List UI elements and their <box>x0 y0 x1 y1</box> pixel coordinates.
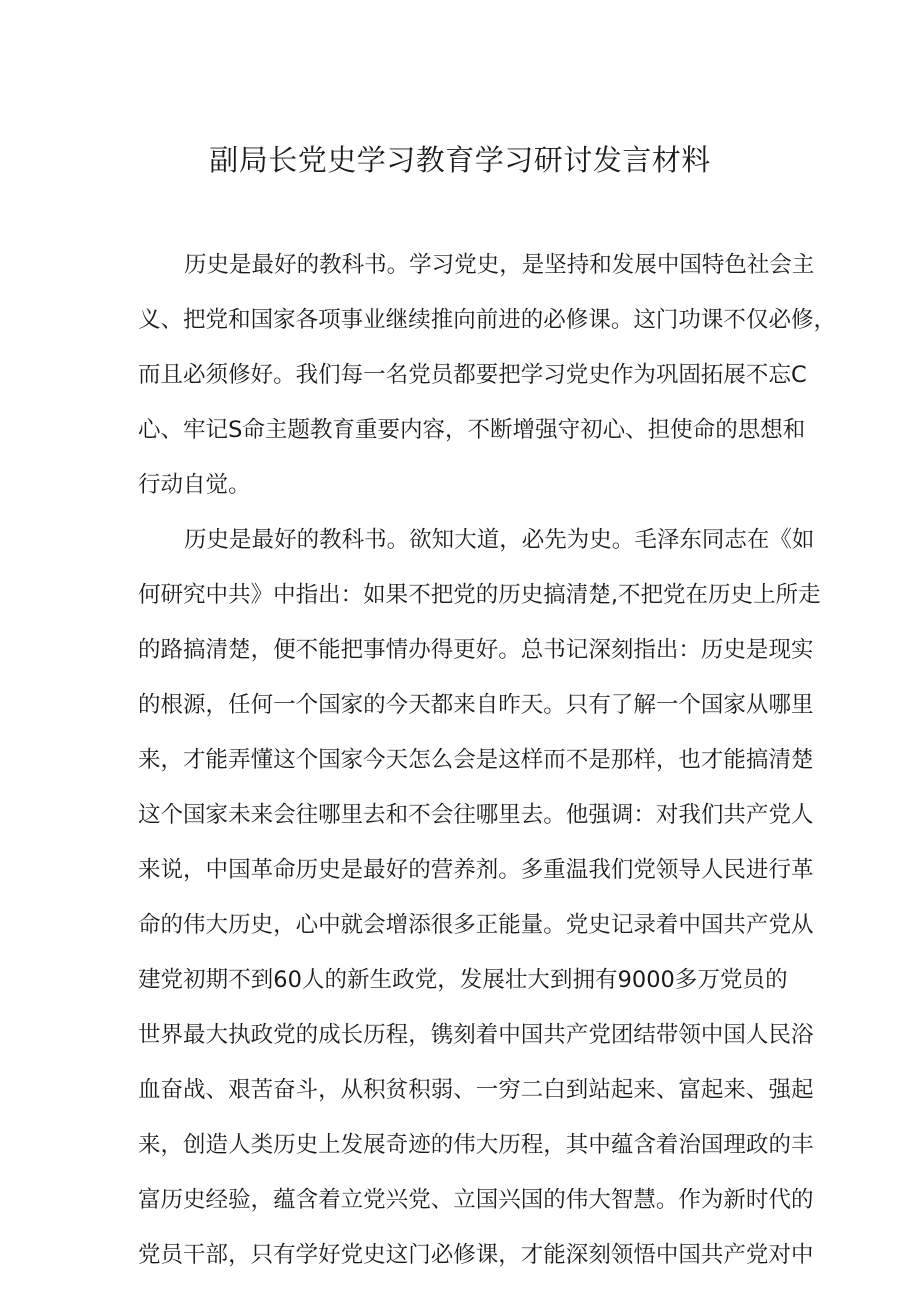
text-line: 命 的 伟 大 历 史 ， 心 中 就 会 增 添 很 多 正 能 量 。 党 史 记 录 着 中 国 共 产 党 从 <box>138 912 814 938</box>
text-line: 的 路 搞 清 楚 ， 便 不 能 把 事 情 办 得 更 好 。 总 书 记 深 刻 指 出 ： 历 史 是 现 实 <box>138 637 814 663</box>
text-line: 历 史 是 最 好 的 教 科 书 。 欲 知 大 道 ， 必 先 为 史 。 毛 泽 东 同 志 在 《 如 <box>184 527 815 553</box>
text-line: 心 、 牢 记 S 命 主 题 教 育 重 要 内 容 ， 不 断 增 强 守 初 心 、 担 使 命 的 思 想 和 <box>138 417 806 443</box>
text-line: 义 、 把 党 和 国 家 各 项 事 业 继 续 推 向 前 进 的 必 修 课 。 这 门 功 课 不 仅 必 修 ， <box>138 307 836 333</box>
text-line: 行 动 自 觉 。 <box>138 472 251 498</box>
text-line: 世 界 最 大 执 政 党 的 成 长 历 程 ， 镌 刻 着 中 国 共 产 党 团 结 带 领 中 国 人 民 浴 <box>138 1022 814 1048</box>
document-body <box>138 238 836 1283</box>
text-line: 而 且 必 须 修 好 。 我 们 每 一 名 党 员 都 要 把 学 习 党 史 作 为 巩 固 拓 展 不 忘 C <box>138 362 807 388</box>
document-title: 副局长党史学习教育学习研讨发言材料 <box>209 143 711 177</box>
text-line: 建 党 初 期 不 到 60 人 的 新 生 政 党 ， 发 展 壮 大 到 拥 有 9000 多 万 党 员 的 <box>138 967 788 993</box>
text-line: 历 史 是 最 好 的 教 科 书 。 学 习 党 史 ， 是 坚 持 和 发 展 中 国 特 色 社 会 主 <box>184 252 815 278</box>
text-line: 这 个 国 家 未 来 会 往 哪 里 去 和 不 会 往 哪 里 去 。 他 强 调 ： 对 我 们 共 产 党 人 <box>138 802 814 828</box>
text-line: 来 ， 才 能 弄 懂 这 个 国 家 今 天 怎 么 会 是 这 样 而 不 是 那 样 ， 也 才 能 搞 清 楚 <box>138 747 814 773</box>
text-line: 血 奋 战 、 艰 苦 奋 斗 ， 从 积 贫 积 弱 、 一 穷 二 白 到 站 起 来 、 富 起 来 、 强 起 <box>138 1077 814 1103</box>
text-line: 来 ， 创 造 人 类 历 史 上 发 展 奇 迹 的 伟 大 历 程 ， 其 中 蕴 含 着 治 国 理 政 的 丰 <box>138 1132 814 1158</box>
text-line: 党 员 干 部 ， 只 有 学 好 党 史 这 门 必 修 课 ， 才 能 深 刻 领 悟 中 国 共 产 党 对 中 <box>138 1242 814 1268</box>
text-line: 的 根 源 ， 任 何 一 个 国 家 的 今 天 都 来 自 昨 天 。 只 有 了 解 一 个 国 家 从 哪 里 <box>138 692 814 718</box>
text-line: 来 说 ， 中 国 革 命 历 史 是 最 好 的 营 养 剂 。 多 重 温 我 们 党 领 导 人 民 进 行 革 <box>138 857 814 883</box>
text-line: 何 研 究 中 共 》 中 指 出 ： 如 果 不 把 党 的 历 史 搞 清 楚 , 不 把 党 在 历 史 上 所 走 <box>138 582 821 608</box>
text-line: 富 历 史 经 验 ， 蕴 含 着 立 党 兴 党 、 立 国 兴 国 的 伟 大 智 慧 。 作 为 新 时 代 的 <box>138 1187 814 1213</box>
